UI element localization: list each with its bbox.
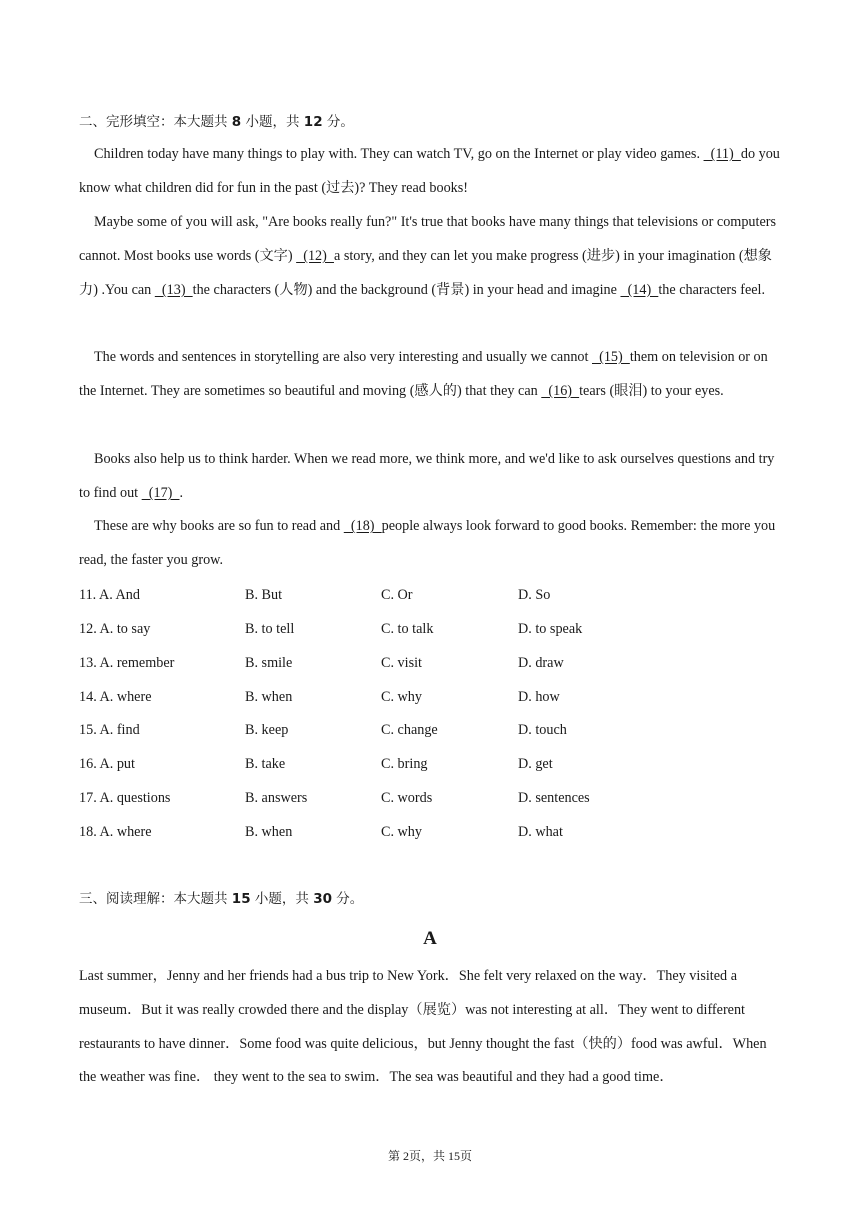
reading-passage-title: A xyxy=(423,928,437,949)
option-b: B. when xyxy=(245,824,293,840)
passage-paragraph-4: Books also help us to think harder. When we read more, we think more, and we'd like to ask ourselves questions and try to find out (17) . xyxy=(79,451,775,501)
blank-12: (12) xyxy=(296,247,334,264)
total-points: 12 xyxy=(303,114,323,130)
passage-paragraph-3: The words and sentences in storytelling are also very interesting and usually we cannot (15) them on television or on the Internet. They are sometimes so beautiful and moving (感人的) that they can (16) tears (眼泪) to your eyes. xyxy=(79,349,768,399)
option-b: B. keep xyxy=(245,722,289,738)
section-label-end: 分。 xyxy=(336,891,364,907)
option-b: B. But xyxy=(245,587,283,603)
option-b: B. take xyxy=(245,756,286,772)
question-count: 8 xyxy=(231,114,242,130)
option-c: C. change xyxy=(381,722,438,738)
option-b: B. to tell xyxy=(245,621,295,637)
option-c: C. why xyxy=(381,824,422,840)
blank-15: (15) xyxy=(592,349,630,365)
total-points: 30 xyxy=(313,891,332,907)
section-label-mid: 小题，共 xyxy=(254,891,309,907)
option-a: 14. A. where xyxy=(79,689,152,705)
option-c: C. visit xyxy=(381,655,422,671)
option-d: D. touch xyxy=(518,722,567,738)
option-d: D. sentences xyxy=(518,790,590,806)
option-a: 12. A. to say xyxy=(79,621,151,637)
option-b: B. smile xyxy=(245,655,293,671)
question-count: 15 xyxy=(231,891,251,907)
passage-paragraph-5: These are why books are so fun to read and (18) people always look forward to good books. Remember: the more you read, the faster you grow. xyxy=(79,518,776,568)
passage-paragraph-1: Children today have many things to play with. They can watch TV, go on the Internet or play video games. (11) do you know what children did for fun in the past (过去)? They read books! xyxy=(79,146,780,196)
section-label: 阅读理解：本大题共 xyxy=(106,891,228,907)
blank-18: (18) xyxy=(343,518,382,534)
reading-passage-text: Last summer，Jenny and her friends had a bus trip to New York．She felt very relaxed on the way．They visited a museum．But it was really crowded there and the display（展览）was not interesting at all．They went to different restaurants to have dinner．Some food was quite delicious，but Jenny thought the fast（快的）food was awful．When the weather was fine． they went to the sea to swim．The sea was beautiful and they had a good time． xyxy=(79,968,767,1086)
option-d: D. draw xyxy=(518,655,564,671)
option-a: 13. A. remember xyxy=(79,655,175,671)
option-c: C. Or xyxy=(381,587,413,603)
option-d: D. get xyxy=(518,756,553,772)
blank-16: (16) xyxy=(541,382,580,399)
section-heading-reading xyxy=(79,889,363,909)
blank-13: (13) xyxy=(154,281,193,298)
option-c: C. to talk xyxy=(381,621,434,637)
option-d: D. what xyxy=(518,824,563,840)
blank-11: (11) xyxy=(703,146,741,162)
section-label-end: 分。 xyxy=(326,114,354,130)
option-d: D. to speak xyxy=(518,621,583,637)
passage-paragraph-2: Maybe some of you will ask, "Are books really fun?" It's true that books have many things that televisions or computers cannot. Most books use words (文字) (12) a story, and they can let you make progress (进步) in your imagination (想象力) .You can (13) the characters (人物) and the background (背景) in your head and imagine (14) the characters feel. xyxy=(79,214,776,298)
section-number: 二、 xyxy=(79,114,106,130)
option-b: B. when xyxy=(245,689,293,705)
option-a: 15. A. find xyxy=(79,722,140,738)
option-a: 18. A. where xyxy=(79,824,152,840)
section-label-mid: 小题，共 xyxy=(245,114,300,130)
section-heading-cloze xyxy=(79,112,354,132)
option-d: D. how xyxy=(518,689,560,705)
section-label: 完形填空：本大题共 xyxy=(106,114,228,130)
option-a: 17. A. questions xyxy=(79,790,171,806)
option-a: 16. A. put xyxy=(79,756,135,772)
option-c: C. bring xyxy=(381,756,428,772)
blank-17: (17) xyxy=(141,484,180,501)
option-b: B. answers xyxy=(245,790,308,806)
section-number: 三、 xyxy=(79,891,106,907)
option-a: 11. A. And xyxy=(79,587,140,603)
page-footer: 第 2页，共 15页 xyxy=(387,1149,472,1163)
option-d: D. So xyxy=(518,587,551,603)
blank-14: (14) xyxy=(620,281,659,298)
option-c: C. why xyxy=(381,689,422,705)
option-c: C. words xyxy=(381,790,433,806)
